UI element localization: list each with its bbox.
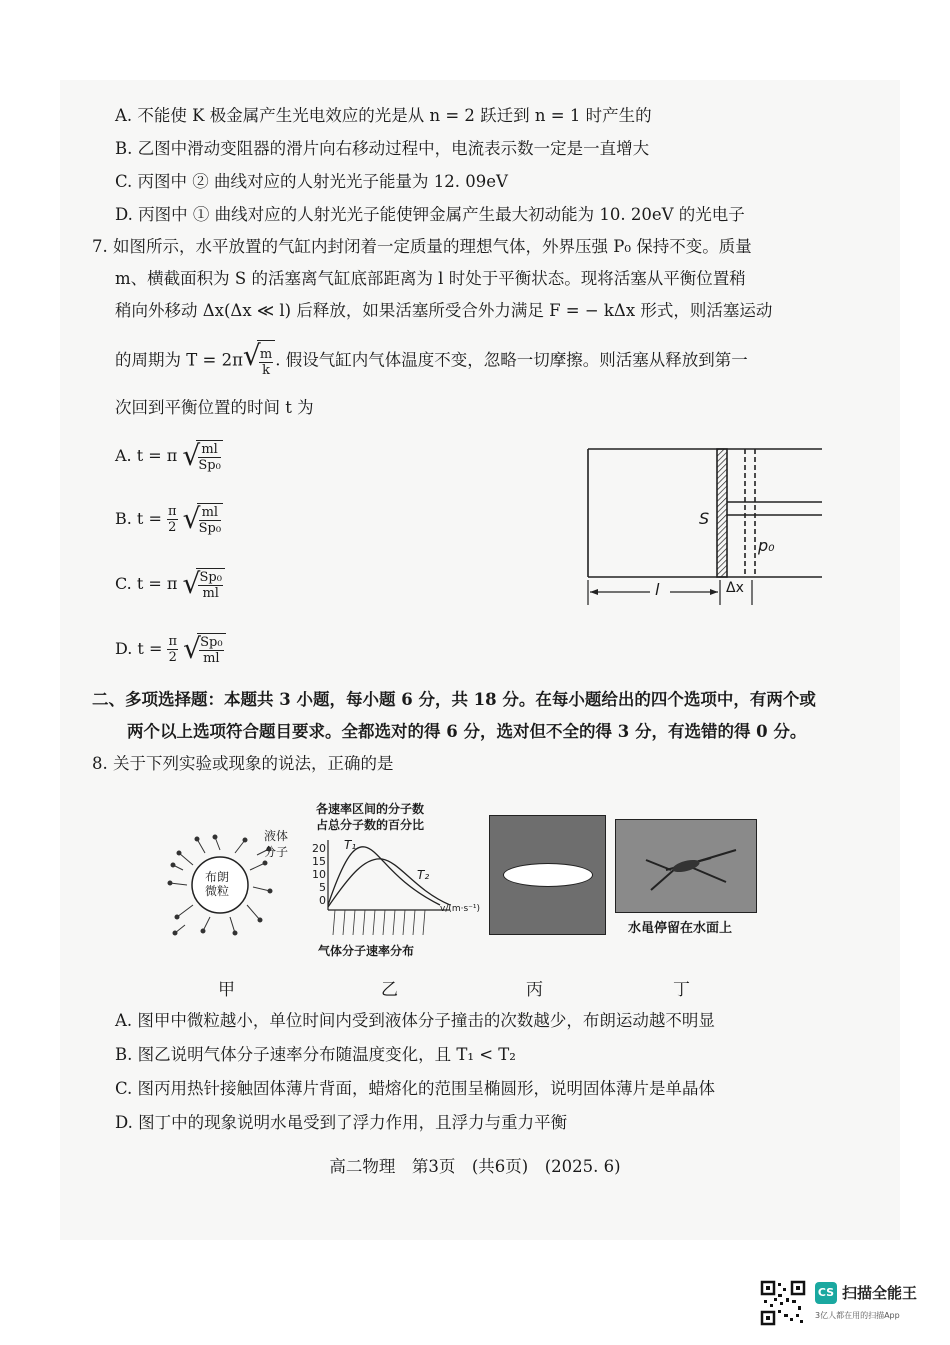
y-tick-labels	[312, 842, 326, 907]
q7-b-num: √ ml	[199, 505, 221, 521]
q7-stem-line2: m、横截面积为 S 的活塞离气缸底部距离为 l 时处于平衡状态。现将活塞从平衡位置稍	[115, 269, 746, 288]
q7-b-coef-num: π	[167, 504, 177, 519]
q7-c-num: √ Sp₀	[199, 570, 222, 585]
cs-logo-icon: CS	[815, 1282, 837, 1304]
water-strider-icon	[616, 820, 756, 912]
q7-d-sqrt	[183, 633, 225, 666]
q7-b-label: B. t =	[115, 509, 162, 528]
fig-yi-caption: 乙	[381, 980, 398, 1000]
scanner-tagline: 3亿人都在用的扫描App	[815, 1311, 900, 1320]
section2-heading-line2: 两个以上选项符合题目要求。全都选对的得 6 分，选对但不全的得 3 分，有选错的得 0 分。	[127, 722, 807, 741]
fig-ding-caption: 丁	[673, 980, 690, 1000]
q8-option-a: A. 图甲中微粒越小，单位时间内受到液体分子撞击的次数越少，布朗运动越不明显	[115, 1011, 715, 1030]
brownian-particle-label: 布朗 微粒	[205, 870, 230, 898]
displacement-label: Δx	[726, 580, 744, 596]
piston-area-label: S	[699, 509, 710, 528]
y-tick: 20	[312, 842, 326, 855]
q7-b-sqrt	[183, 503, 223, 536]
period-formula-suffix: . 假设气缸内气体温度不变，忽略一切摩擦。则活塞从释放到第一	[275, 350, 748, 370]
wax-plate-image	[489, 815, 606, 935]
q6-option-a: A. 不能使 K 极金属产生光电效应的光是从 n = 2 跃迁到 n = 1 时产生的	[115, 106, 652, 125]
q7-c-sqrt	[182, 568, 224, 601]
fig-jia-caption: 甲	[218, 980, 235, 1000]
t2-label: T₂	[417, 868, 430, 882]
speed-dist-title: 各速率区间的分子数 占总分子数的百分比	[316, 802, 425, 832]
q7-b-den: Sp₀	[198, 521, 222, 536]
fig-bing-caption: 丙	[526, 980, 543, 1000]
q7-a-num: √ ml	[198, 442, 220, 458]
arrow-left	[590, 589, 598, 595]
t1-label: T₁	[344, 838, 357, 852]
q7-stem-line1: 7. 如图所示，水平放置的气缸内封闭着一定质量的理想气体，外界压强 P₀ 保持不变。质量	[92, 237, 752, 256]
q7-stem-line4	[115, 340, 748, 382]
q7-d-label: D. t =	[115, 639, 163, 658]
q7-a-label: A. t = π	[115, 446, 178, 465]
q7-option-c	[115, 568, 225, 601]
q6-option-b: B. 乙图中滑动变阻器的滑片向右移动过程中，电流表示数一定是一直增大	[115, 139, 650, 158]
length-label: l	[655, 580, 660, 599]
q7-c-den: ml	[202, 586, 219, 601]
x-unit-label: v/(m·s⁻¹)	[440, 904, 481, 914]
q7-d-coef-num: π	[168, 634, 177, 649]
speed-dist-caption: 气体分子速率分布	[318, 944, 415, 958]
y-tick: 5	[319, 881, 326, 894]
q7-b-coef-den: 2	[168, 520, 177, 535]
q8-option-b: B. 图乙说明气体分子速率分布随温度变化，且 T₁ < T₂	[115, 1045, 516, 1064]
q7-d-num: √ Sp₀	[200, 635, 223, 650]
q8-stem: 8. 关于下列实验或现象的说法，正确的是	[92, 754, 394, 773]
curve-t2	[328, 859, 450, 907]
piston	[717, 449, 727, 577]
q8-option-d: D. 图丁中的现象说明水黾受到了浮力作用，且浮力与重力平衡	[115, 1113, 568, 1132]
q7-c-label: C. t = π	[115, 574, 178, 593]
pressure-label: p₀	[758, 536, 775, 555]
y-tick: 10	[312, 868, 326, 881]
period-frac-num: √ m	[259, 347, 273, 362]
cylinder-piston-figure	[580, 440, 840, 610]
q7-option-a	[115, 440, 223, 473]
q8-option-c: C. 图丙用热针接触固体薄片背面，蜡熔化的范围呈椭圆形，说明固体薄片是单晶体	[115, 1079, 716, 1098]
q6-option-c: C. 丙图中 ② 曲线对应的人射光光子能量为 12. 09eV	[115, 172, 508, 191]
qr-code-icon	[760, 1280, 806, 1326]
y-tick: 0	[319, 894, 326, 907]
y-tick: 15	[312, 855, 326, 868]
q7-d-coef-den: 2	[168, 650, 177, 665]
period-sqrt	[243, 340, 275, 382]
period-formula-prefix: 的周期为 T = 2π	[115, 350, 243, 370]
wax-ellipse	[503, 863, 593, 887]
section2-heading-line1: 二、多项选择题：本题共 3 小题，每小题 6 分，共 18 分。在每小题给出的四个选项中，有两个或	[92, 690, 816, 709]
q7-d-den: ml	[203, 651, 220, 666]
period-frac-den: k	[262, 363, 271, 378]
liquid-molecule-label: 液体 分子	[264, 829, 289, 859]
q6-option-d: D. 丙图中 ① 曲线对应的人射光光子能使钾金属产生最大初动能为 10. 20eV 的光电子	[115, 205, 745, 224]
q7-option-b	[115, 503, 223, 536]
q7-a-sqrt	[182, 440, 222, 473]
q7-a-den: Sp₀	[198, 458, 221, 473]
page-footer: 高二物理 第3页 (共6页) (2025. 6)	[329, 1157, 621, 1176]
q7-stem-line5: 次回到平衡位置的时间 t 为	[115, 398, 314, 417]
scanner-brand: 扫描全能王	[842, 1284, 918, 1302]
water-strider-caption: 水黾停留在水面上	[628, 921, 733, 936]
q7-option-d	[115, 633, 226, 666]
q7-stem-line3: 稍向外移动 Δx(Δx ≪ l) 后释放，如果活塞所受合外力满足 F = − kΔx 形式，则活塞运动	[115, 301, 773, 320]
arrow-right	[710, 589, 718, 595]
water-strider-image	[615, 819, 757, 913]
